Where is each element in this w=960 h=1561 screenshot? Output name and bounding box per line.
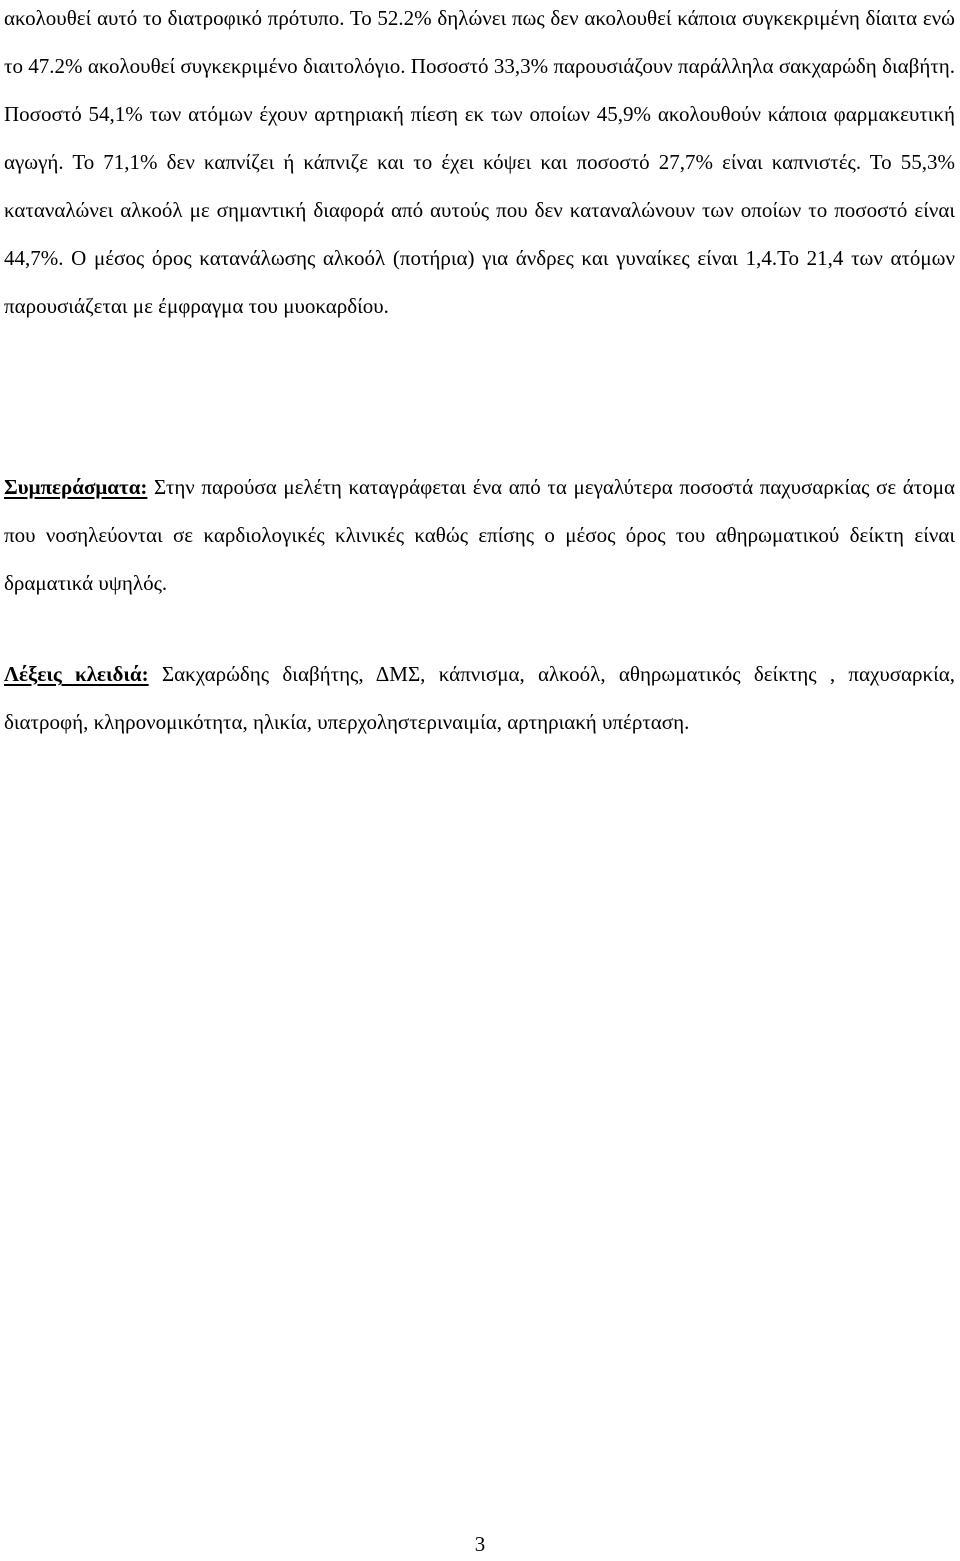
conclusions-text: Στην παρούσα μελέτη καταγράφεται ένα από τα μεγαλύτερα ποσοστά παχυσαρκίας σε άτομα που νοσηλεύονται σε καρδιολογικές κλινικές καθώς επίσης ο μέσος όρος του αθηρωματικού δείκτη είναι δραματικά υψηλός. [4, 475, 955, 595]
results-paragraph: ακολουθεί αυτό το διατροφικό πρότυπο. Το 52.2% δηλώνει πως δεν ακολουθεί κάποια συγκεκριμένη δίαιτα ενώ το 47.2% ακολουθεί συγκεκριμένο διαιτολόγιο. Ποσοστό 33,3% παρουσιάζουν παράλληλα σακχαρώδη διαβήτη. Ποσοστό 54,1% των ατόμων έχουν αρτηριακή πίεση εκ των οποίων 45,9% ακολουθούν κάποια φαρμακευτική αγωγή. Το 71,1% δεν καπνίζει ή κάπνιζε και το έχει κόψει και ποσοστό 27,7% είναι καπνιστές. Το 55,3% καταναλώνει αλκοόλ με σημαντική διαφορά από αυτούς που δεν καταναλώνουν των οποίων το ποσοστό είναι 44,7%. Ο μέσος όρος κατανάλωσης αλκοόλ (ποτήρια) για άνδρες και γυναίκες είναι 1,4.Το 21,4 των ατόμων παρουσιάζεται με έμφραγμα του μυοκαρδίου. [4, 6, 955, 318]
keywords-text: Σακχαρώδης διαβήτης, ΔΜΣ, κάπνισμα, αλκοόλ, αθηρωματικός δείκτης , παχυσαρκία, διατροφή, κληρονομικότητα, ηλικία, υπερχοληστεριναιμία, αρτηριακή υπέρταση. [4, 662, 955, 734]
keywords-label: Λέξεις κλειδιά: [4, 662, 149, 686]
conclusions-label: Συμπεράσματα: [4, 475, 148, 499]
keywords-paragraph [4, 650, 955, 746]
page-number: 3 [474, 1532, 486, 1556]
conclusions-paragraph [4, 463, 955, 607]
